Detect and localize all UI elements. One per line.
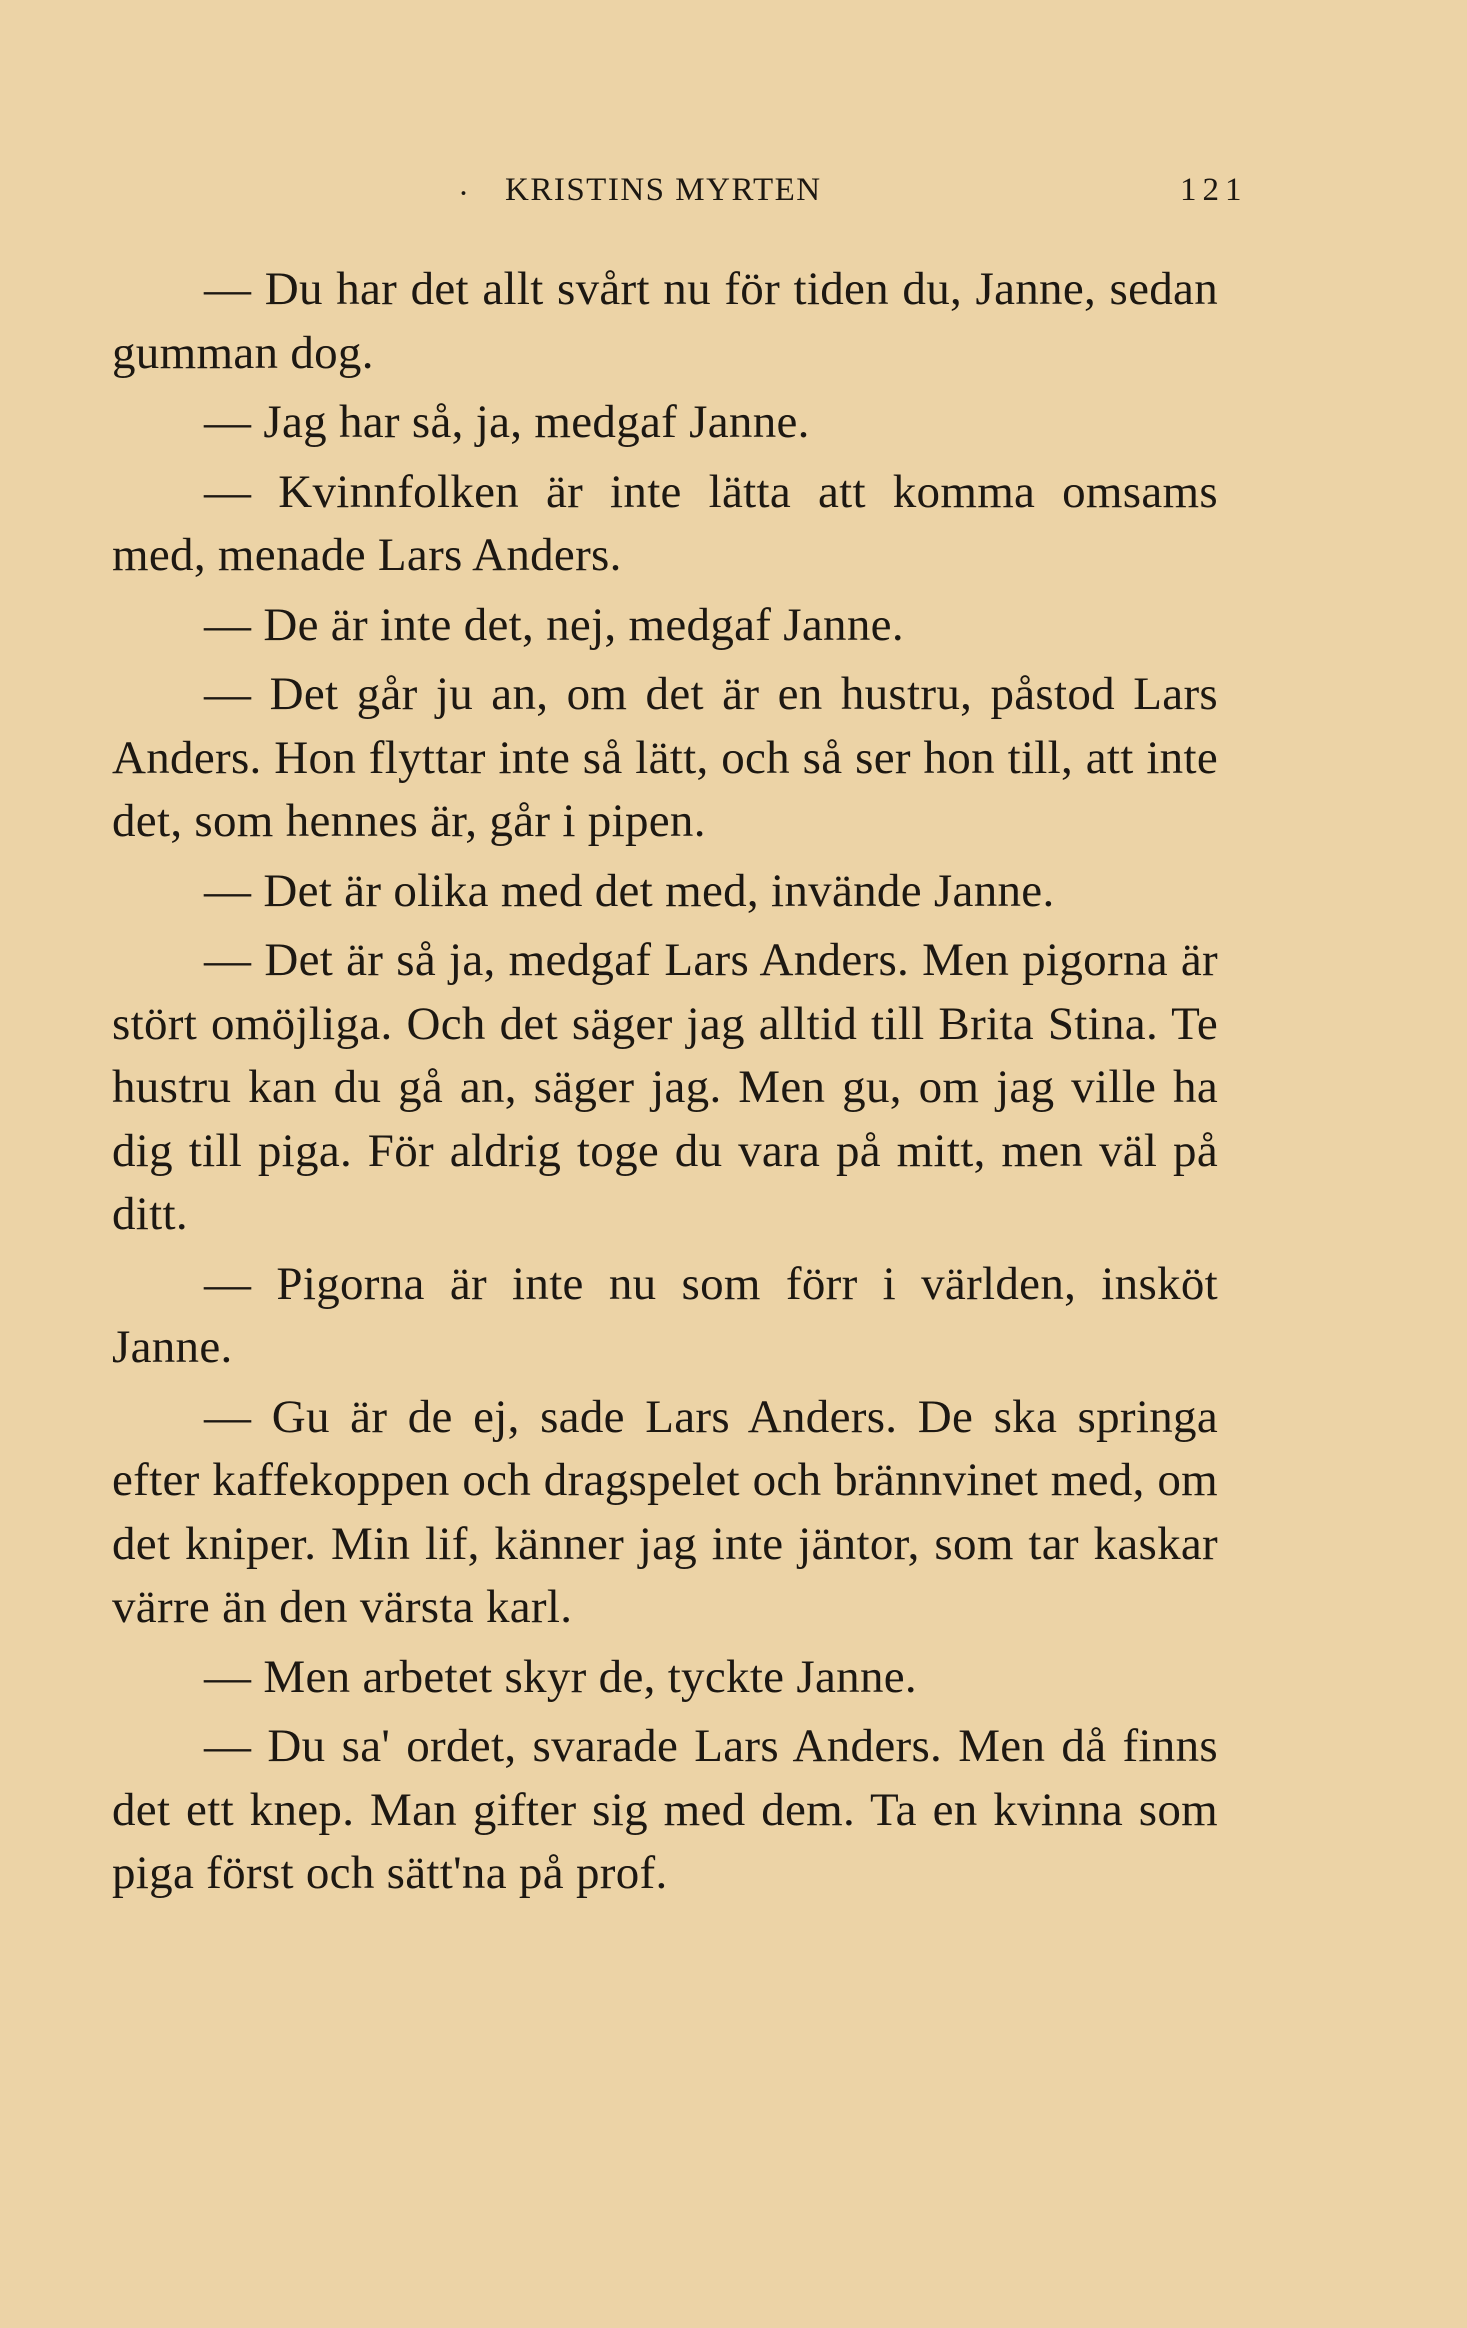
paragraph-5: — Det går ju an, om det är en hustru, påstod Lars Anders. Hon flyttar inte så lätt, och så ser hon till, att inte det, som hennes är, går i pipen. (112, 668, 1218, 847)
paragraph-4: — De är inte det, nej, medgaf Janne. (204, 598, 904, 651)
paragraph-3: — Kvinnfolken är inte lätta att komma omsams med, menade Lars Anders. (112, 465, 1218, 581)
paragraph-6: — Det är olika med det med, invände Janne. (204, 864, 1055, 917)
paragraph-9: — Gu är de ej, sade Lars Anders. De ska springa efter kaffekoppen och dragspelet och brännvinet med, om det kniper. Min lif, känner jag inte jäntor, som tar kaskar värre än den värsta karl. (112, 1390, 1218, 1633)
paragraph-8: — Pigorna är inte nu som förr i världen, insköt Janne. (112, 1257, 1218, 1373)
paragraph-2: — Jag har så, ja, medgaf Janne. (204, 396, 810, 448)
paragraph-7: — Det är så ja, medgaf Lars Anders. Men pigorna är stört omöjliga. Och det säger jag alltid till Brita Stina. Te hustru kan du gå an, säger jag. Men gu, om jag ville ha dig till piga. För aldrig toge du vara på mitt, men väl på ditt. (112, 934, 1218, 1240)
body-text (112, 258, 1218, 1906)
header-mark: · (458, 176, 470, 212)
running-title: KRISTINS MYRTEN (505, 172, 822, 208)
page-number: 121 (1180, 172, 1248, 208)
running-header (0, 172, 1467, 220)
paragraph-11: — Du sa' ordet, svarade Lars Anders. Men då finns det ett knep. Man gifter sig med dem. Ta en kvinna som piga först och sätt'na på prof. (112, 1720, 1218, 1899)
paragraph-10: — Men arbetet skyr de, tyckte Janne. (204, 1650, 917, 1703)
paragraph-1: — Du har det allt svårt nu för tiden du, Janne, sedan gumman dog. (112, 263, 1218, 379)
